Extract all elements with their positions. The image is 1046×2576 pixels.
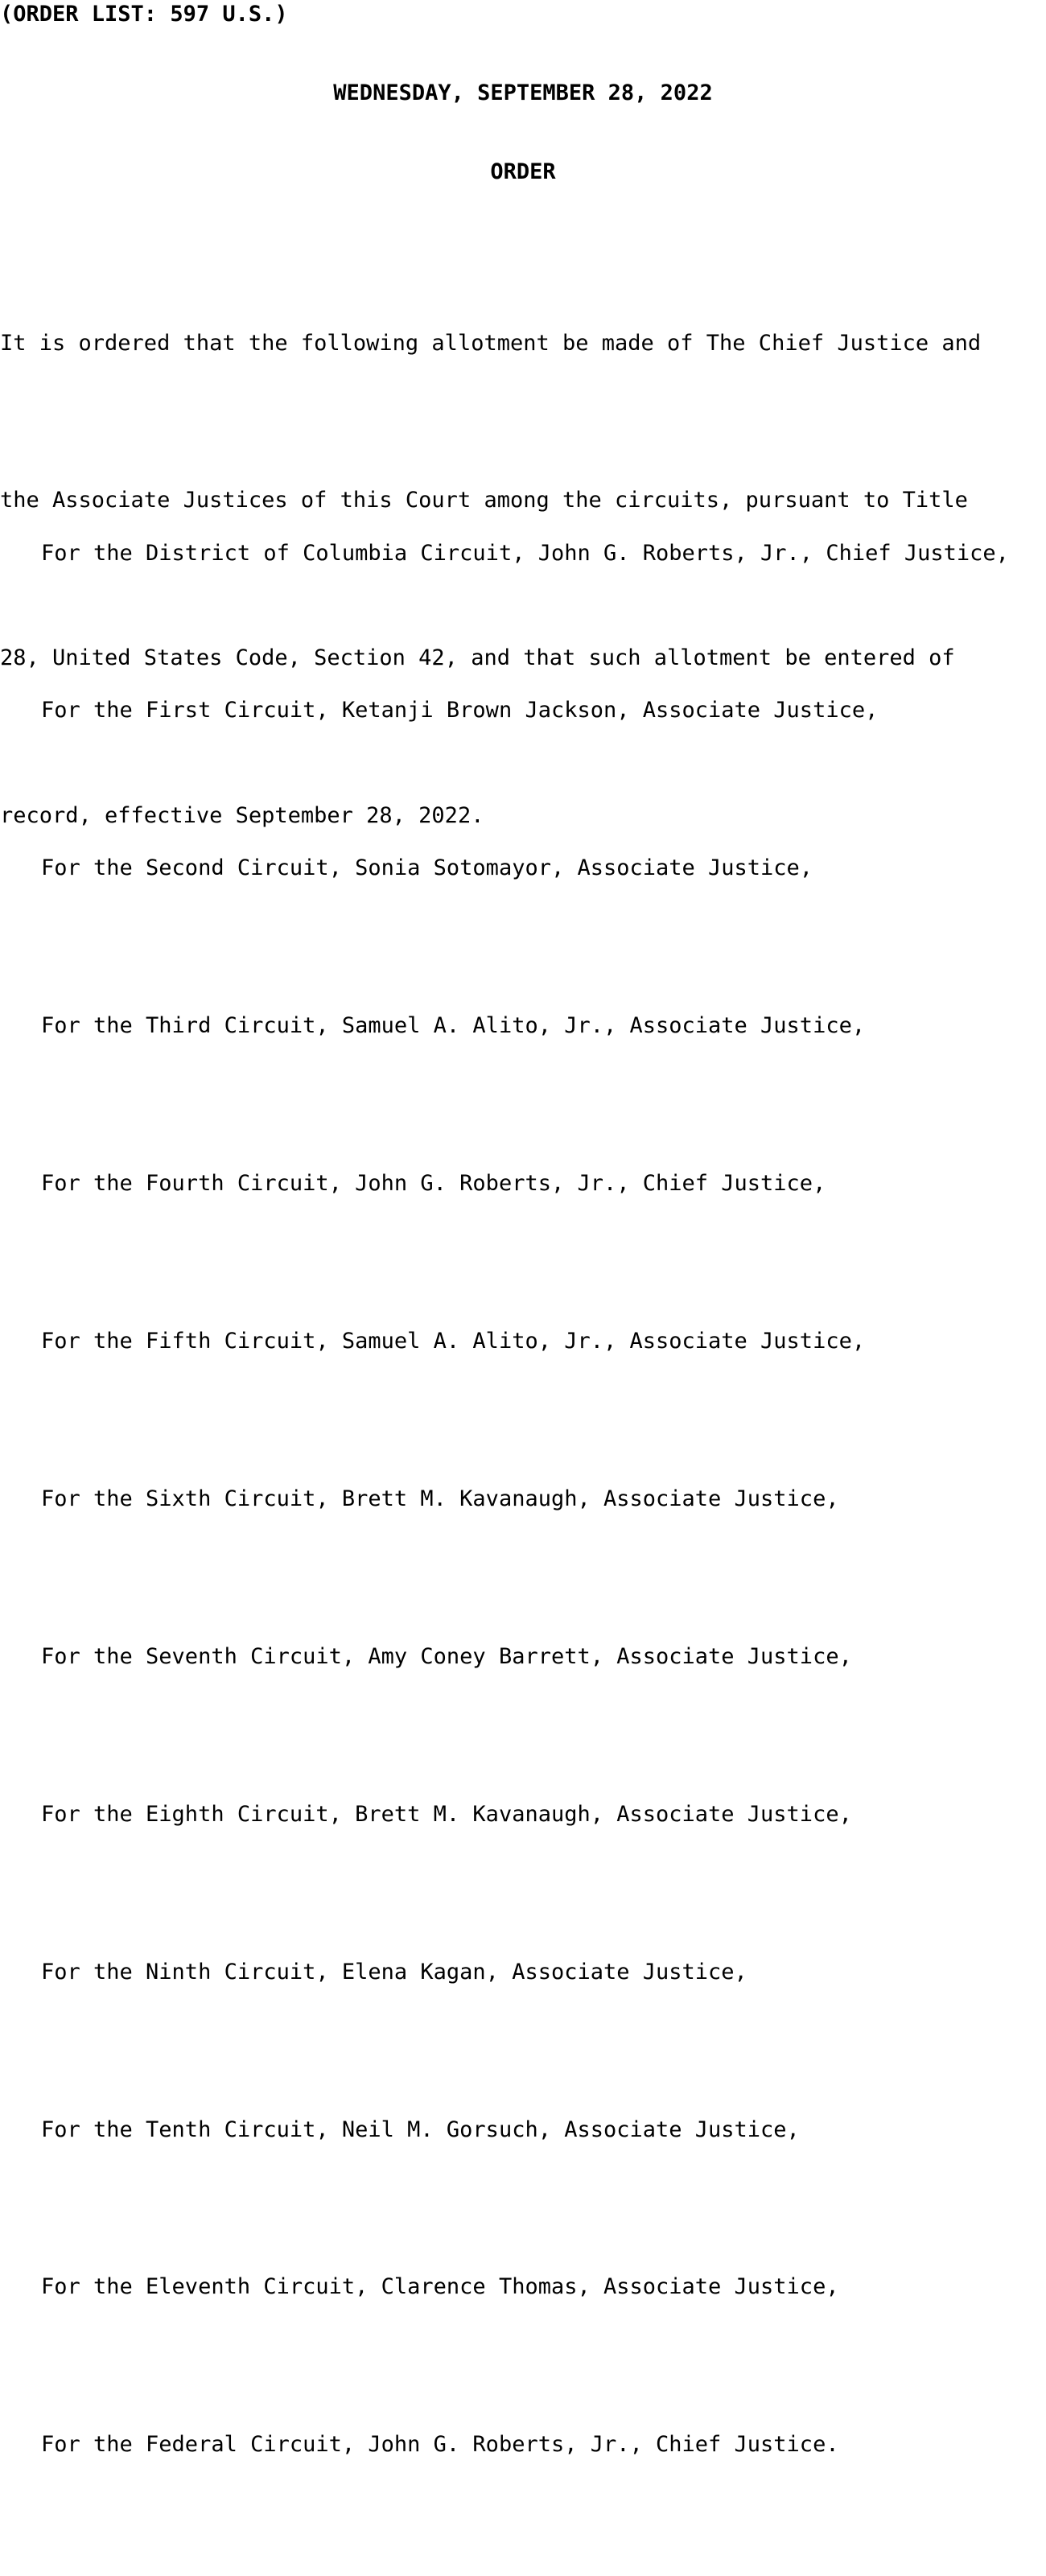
allotment-item-eighth-circuit: For the Eighth Circuit, Brett M. Kavanaugh, Associate Justice, (41, 1801, 852, 1827)
paragraph-line: record, effective September 28, 2022. (0, 803, 484, 829)
allotment-item-federal-circuit: For the Federal Circuit, John G. Roberts, Jr., Chief Justice. (41, 2432, 839, 2458)
allotment-item-tenth-circuit: For the Tenth Circuit, Neil M. Gorsuch, Associate Justice, (41, 2116, 800, 2142)
allotment-item-first-circuit: For the First Circuit, Ketanji Brown Jackson, Associate Justice, (41, 698, 879, 723)
allotment-item-eleventh-circuit: For the Eleventh Circuit, Clarence Thomas, Associate Justice, (41, 2274, 839, 2300)
paragraph-line: It is ordered that the following allotment be made of The Chief Justice and (0, 330, 982, 356)
allotment-item-fifth-circuit: For the Fifth Circuit, Samuel A. Alito, Jr., Associate Justice, (41, 1329, 866, 1354)
order-list-label: (ORDER LIST: 597 U.S.) (0, 2, 288, 27)
date-heading: WEDNESDAY, SEPTEMBER 28, 2022 (333, 80, 713, 105)
allotment-item-fourth-circuit: For the Fourth Circuit, John G. Roberts, Jr., Chief Justice, (41, 1171, 826, 1197)
order-title: ORDER (490, 159, 556, 184)
allotment-item-ninth-circuit: For the Ninth Circuit, Elena Kagan, Associate Justice, (41, 1959, 747, 1985)
paragraph-line: 28, United States Code, Section 42, and that such allotment be entered of (0, 645, 955, 671)
allotment-item-third-circuit: For the Third Circuit, Samuel A. Alito, Jr., Associate Justice, (41, 1013, 866, 1039)
allotment-item-sixth-circuit: For the Sixth Circuit, Brett M. Kavanaugh, Associate Justice, (41, 1486, 839, 1511)
paragraph-line: the Associate Justices of this Court among the circuits, pursuant to Title (0, 488, 968, 513)
circuit-allotment-list (41, 422, 1046, 2576)
allotment-item-seventh-circuit: For the Seventh Circuit, Amy Coney Barrett, Associate Justice, (41, 1643, 852, 1669)
allotment-item-dc-circuit: For the District of Columbia Circuit, John G. Roberts, Jr., Chief Justice, (41, 540, 1009, 566)
allotment-item-second-circuit: For the Second Circuit, Sonia Sotomayor, Associate Justice, (41, 855, 813, 881)
